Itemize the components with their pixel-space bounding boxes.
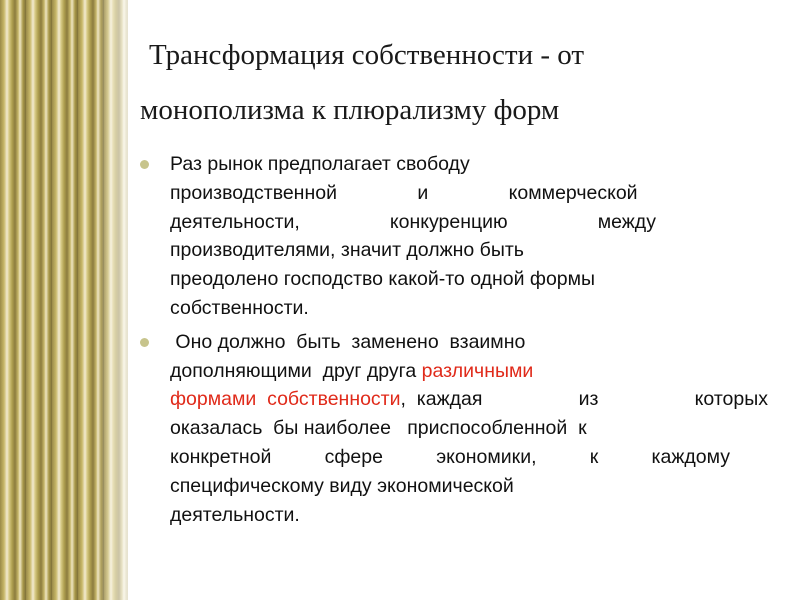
bullet-1-line-3: деятельности, конкуренцию между (170, 210, 656, 233)
bullet-1-line-2: производственной и коммерческой (170, 181, 638, 204)
bullet-item-1 (138, 150, 778, 323)
bullet-item-2 (138, 328, 778, 530)
bullet-2-line-4: оказалась бы наиболее приспособленной к (170, 417, 587, 440)
bullet-dot-icon (140, 160, 149, 169)
bullet-2-line-3: формами собственности, каждая из которых (170, 388, 768, 411)
bullet-1-line-5: преодолено господство какой-то одной формы (170, 268, 596, 291)
title-line-2: монополизма к плюрализму форм (140, 94, 560, 126)
bullet-1-line-1: Раз рынок предполагает свободу (170, 153, 470, 175)
bullet-2-line-1: Оно должно быть заменено взаимно (170, 330, 526, 353)
highlight-text: формами собственности (170, 388, 401, 411)
bullet-2-line-7: деятельности. (170, 503, 300, 526)
slide-title (140, 28, 780, 138)
bullet-1-line-6: собственности. (170, 296, 309, 319)
bullet-2-line-6: специфическому виду экономической (170, 474, 514, 497)
highlight-text: различными (421, 359, 534, 382)
bullet-2-line-2: дополняющими друг друга различными (170, 359, 534, 382)
bullet-1-line-4: производителями, значит должно быть (170, 239, 524, 262)
bullet-dot-icon (140, 338, 149, 347)
title-line-1: Трансформация собственности - от (149, 39, 585, 71)
bullet-list (138, 150, 778, 534)
bullet-2-line-5: конкретной сфере экономики, к каждому (170, 445, 730, 468)
stripes-fade (96, 0, 138, 600)
